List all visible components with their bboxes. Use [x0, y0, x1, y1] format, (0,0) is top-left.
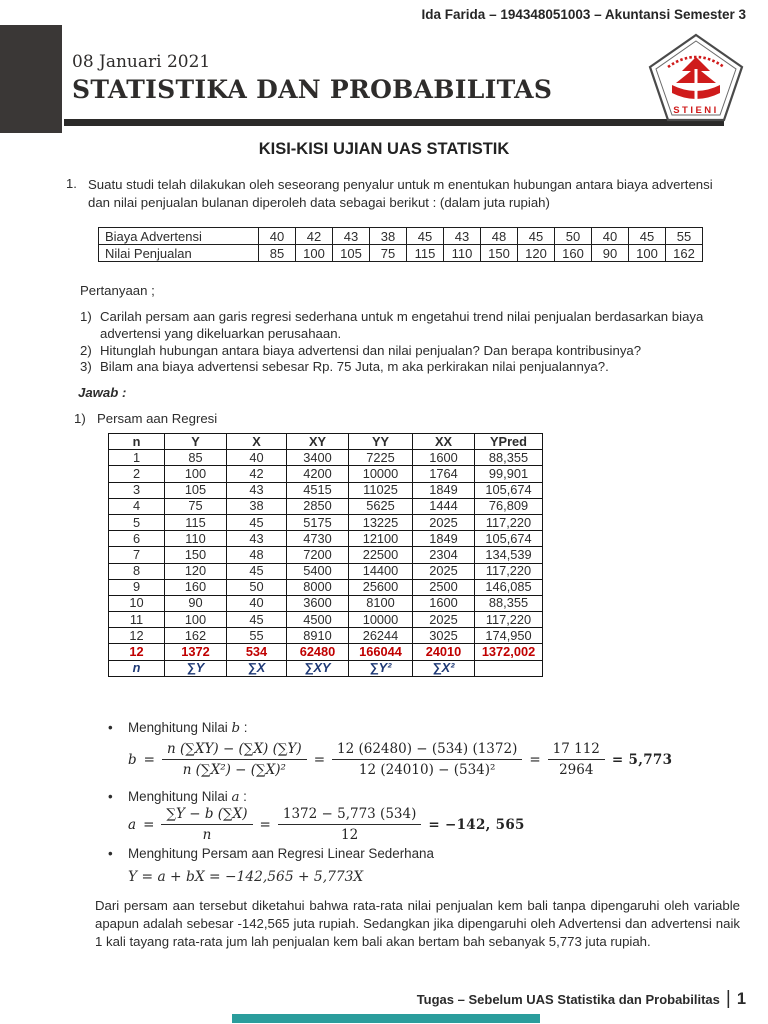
- problem-number: 1.: [66, 176, 77, 191]
- document-date: 08 Januari 2021: [72, 52, 211, 72]
- table-cell: 1372: [165, 644, 227, 660]
- table-cell: 105: [333, 245, 370, 262]
- table-cell: 90: [592, 245, 629, 262]
- table-cell: 90: [165, 595, 227, 611]
- table-cell: 8910: [287, 628, 349, 644]
- question-number: 1): [80, 309, 92, 324]
- table-cell: 162: [666, 245, 703, 262]
- table-cell: 43: [227, 482, 287, 498]
- table-cell: 1444: [413, 498, 475, 514]
- table-row: [109, 644, 543, 660]
- advertensi-data-table: [98, 227, 703, 262]
- table-cell: 8: [109, 563, 165, 579]
- table-cell: 99,901: [475, 466, 543, 482]
- table-cell: 2025: [413, 514, 475, 530]
- table-cell: 534: [227, 644, 287, 660]
- bullet-persamaan-regresi: [108, 846, 434, 861]
- table-cell: 55: [666, 228, 703, 245]
- table-cell: 22500: [349, 547, 413, 563]
- table-cell: 3400: [287, 450, 349, 466]
- table-cell: 160: [165, 579, 227, 595]
- table-cell: 43: [333, 228, 370, 245]
- row-label: Biaya Advertensi: [99, 228, 259, 245]
- table-cell: X: [227, 434, 287, 450]
- table-row: [99, 245, 703, 262]
- table-cell: 50: [227, 579, 287, 595]
- problem-text: Suatu studi telah dilakukan oleh seseorang penyalur untuk m enentukan hubungan antara biaya advertensi dan nilai penjualan bulanan diperoleh data sebagai berikut : (dalam juta rupiah): [88, 177, 713, 210]
- table-cell: 10000: [349, 466, 413, 482]
- answer-item-title: Persam aan Regresi: [97, 411, 218, 426]
- table-cell: 38: [227, 498, 287, 514]
- table-cell: 1849: [413, 531, 475, 547]
- table-cell: 100: [165, 612, 227, 628]
- table-cell: 5625: [349, 498, 413, 514]
- table-cell: 45: [407, 228, 444, 245]
- table-cell: 43: [444, 228, 481, 245]
- table-cell: 5175: [287, 514, 349, 530]
- table-cell: 8000: [287, 579, 349, 595]
- table-cell: 4200: [287, 466, 349, 482]
- table-cell: 6: [109, 531, 165, 547]
- question-item: [80, 359, 740, 376]
- table-cell: 105: [165, 482, 227, 498]
- table-cell: 5400: [287, 563, 349, 579]
- table-cell: 25600: [349, 579, 413, 595]
- table-cell: 5: [109, 514, 165, 530]
- table-cell: 160: [555, 245, 592, 262]
- table-cell: 2025: [413, 563, 475, 579]
- table-cell: XY: [287, 434, 349, 450]
- table-cell: 2304: [413, 547, 475, 563]
- question-number: 2): [80, 342, 92, 358]
- table-cell: YPred: [475, 434, 543, 450]
- table-cell: 2850: [287, 498, 349, 514]
- table-cell: 12100: [349, 531, 413, 547]
- regression-equation: Y = a + bX = −142,565 + 5,773X: [128, 869, 364, 885]
- document-title: STATISTIKA DAN PROBABILITAS: [72, 75, 553, 104]
- table-cell: 45: [518, 228, 555, 245]
- stieni-logo: [644, 33, 748, 123]
- question-list: [80, 309, 740, 376]
- table-cell: 26244: [349, 628, 413, 644]
- table-cell: 120: [165, 563, 227, 579]
- table-row: [109, 628, 543, 644]
- table-cell: 120: [518, 245, 555, 262]
- header-left-accent-block: [0, 25, 62, 133]
- table-cell: 115: [165, 514, 227, 530]
- table-cell: n: [109, 434, 165, 450]
- table-row: [99, 228, 703, 245]
- table-cell: 43: [227, 531, 287, 547]
- table-cell: 3025: [413, 628, 475, 644]
- table-cell: 117,220: [475, 514, 543, 530]
- table-row: [109, 547, 543, 563]
- table-cell: 150: [481, 245, 518, 262]
- table-cell: 12: [109, 644, 165, 660]
- table-cell: 1764: [413, 466, 475, 482]
- table-cell: ∑X²: [413, 660, 475, 676]
- table-cell: 2500: [413, 579, 475, 595]
- document-header: [72, 52, 552, 104]
- table-cell: 146,085: [475, 579, 543, 595]
- closing-paragraph: Dari persam aan tersebut diketahui bahwa rata-rata nilai penjualan kem bali tanpa dipengaruhi oleh variable apapun adalah sebesar -142,565 juta rupiah. Sedangkan jika dipengaruhi oleh Advertensi dan advertensi naik 1 kali tayang rata-rata jum lah penjualan kem bali akan bertam bah sebanyak 5,773 juta rupiah.: [95, 898, 740, 949]
- bullet-menghitung-b: [108, 720, 248, 736]
- answer-heading: Jawab :: [78, 385, 127, 400]
- bullet-b-label: Menghitung Nilai b :: [128, 720, 248, 736]
- table-cell: 4730: [287, 531, 349, 547]
- table-cell: 38: [370, 228, 407, 245]
- table-cell: 48: [481, 228, 518, 245]
- table-cell: 134,539: [475, 547, 543, 563]
- table-cell: 100: [629, 245, 666, 262]
- table-row: [109, 595, 543, 611]
- bullet-icon: •: [108, 846, 113, 861]
- table-cell: 162: [165, 628, 227, 644]
- footer-text: Tugas – Sebelum UAS Statistika dan Probabilitas: [416, 991, 720, 1007]
- table-cell: 1600: [413, 595, 475, 611]
- table-row: [109, 660, 543, 676]
- table-cell: Y: [165, 434, 227, 450]
- table-cell: 4500: [287, 612, 349, 628]
- table-row: [109, 498, 543, 514]
- problem-statement: [66, 176, 738, 211]
- table-row: [109, 466, 543, 482]
- table-row: [109, 482, 543, 498]
- answer-item-number: 1): [74, 411, 86, 426]
- bullet-icon: •: [108, 720, 113, 735]
- row-label: Nilai Penjualan: [99, 245, 259, 262]
- table-cell: 1372,002: [475, 644, 543, 660]
- table-cell: 105,674: [475, 482, 543, 498]
- table-cell: 75: [370, 245, 407, 262]
- table-cell: 40: [227, 450, 287, 466]
- question-item: [80, 343, 740, 360]
- table-row: [109, 579, 543, 595]
- header-divider-rule: [64, 119, 724, 126]
- table-cell: 115: [407, 245, 444, 262]
- question-number: 3): [80, 359, 92, 375]
- answer-item-label: [74, 411, 217, 426]
- page-number: 1: [736, 989, 746, 1008]
- table-cell: 45: [227, 514, 287, 530]
- table-cell: 10: [109, 595, 165, 611]
- table-cell: 7200: [287, 547, 349, 563]
- questions-heading: Pertanyaan ;: [80, 283, 155, 298]
- table-cell: 14400: [349, 563, 413, 579]
- viewer-scrollbar-thumb[interactable]: [232, 1014, 540, 1023]
- table-cell: 88,355: [475, 595, 543, 611]
- table-cell: 45: [629, 228, 666, 245]
- stieni-logo-icon: [644, 33, 748, 123]
- table-cell: 88,355: [475, 450, 543, 466]
- table-cell: 2: [109, 466, 165, 482]
- table-cell: YY: [349, 434, 413, 450]
- question-text: Bilam ana biaya advertensi sebesar Rp. 75 Juta, m aka perkirakan nilai penjualannya?.: [100, 359, 609, 375]
- table-cell: 100: [296, 245, 333, 262]
- table-cell: 24010: [413, 644, 475, 660]
- table-cell: 9: [109, 579, 165, 595]
- table-cell: 1: [109, 450, 165, 466]
- table-row: [109, 531, 543, 547]
- table-cell: 100: [165, 466, 227, 482]
- bullet-icon: •: [108, 789, 113, 804]
- table-cell: ∑Y²: [349, 660, 413, 676]
- table-cell: 40: [259, 228, 296, 245]
- formula-b: b = $\frac{n (\sum XY) - (\sum X) (\sum Y)}{\text{n (∑X²) − (∑X)²}}$ = $\frac{12 (62480) - (534) (1372)}{\text{12 (24010) − (534)²}}$ = $\frac{17 112}{2964}$ = 5,773: [128, 741, 673, 778]
- table-cell: ∑XY: [287, 660, 349, 676]
- table-cell: 150: [165, 547, 227, 563]
- table-cell: 13225: [349, 514, 413, 530]
- table-cell: 7: [109, 547, 165, 563]
- table-cell: 75: [165, 498, 227, 514]
- table-cell: 4515: [287, 482, 349, 498]
- table-cell: 76,809: [475, 498, 543, 514]
- regression-table: [108, 433, 543, 677]
- table-cell: 40: [592, 228, 629, 245]
- bullet-menghitung-a: [108, 789, 247, 805]
- table-cell: 50: [555, 228, 592, 245]
- table-cell: 174,950: [475, 628, 543, 644]
- table-cell: 40: [227, 595, 287, 611]
- table-row: [109, 514, 543, 530]
- table-cell: 3: [109, 482, 165, 498]
- table-cell: 12: [109, 628, 165, 644]
- table-row: [109, 434, 543, 450]
- page-footer: [417, 988, 746, 1010]
- table-row: [109, 563, 543, 579]
- table-cell: 1600: [413, 450, 475, 466]
- table-cell: 42: [296, 228, 333, 245]
- question-item: [80, 309, 740, 343]
- table-cell: 11: [109, 612, 165, 628]
- logo-text: STIENI: [673, 105, 719, 116]
- table-cell: 117,220: [475, 563, 543, 579]
- table-cell: ∑X: [227, 660, 287, 676]
- table-cell: 2025: [413, 612, 475, 628]
- table-cell: [475, 660, 543, 676]
- bullet-a-label: Menghitung Nilai a :: [128, 789, 247, 805]
- table-cell: 62480: [287, 644, 349, 660]
- page-subtitle: KISI-KISI UJIAN UAS STATISTIK: [258, 140, 510, 158]
- table-cell: 4: [109, 498, 165, 514]
- table-cell: 110: [165, 531, 227, 547]
- question-text: Carilah persam aan garis regresi sederhana untuk m engetahui trend nilai penjualan berdasarkan biaya advertensi yang dikeluarkan perusahaan.: [100, 309, 704, 341]
- table-cell: 166044: [349, 644, 413, 660]
- table-cell: 85: [165, 450, 227, 466]
- student-header-line: Ida Farida – 194348051003 – Akuntansi Semester 3: [421, 7, 746, 22]
- table-cell: 7225: [349, 450, 413, 466]
- table-cell: 110: [444, 245, 481, 262]
- table-cell: 8100: [349, 595, 413, 611]
- table-cell: 1849: [413, 482, 475, 498]
- footer-separator: |: [725, 988, 731, 1009]
- table-cell: ∑Y: [165, 660, 227, 676]
- table-cell: 105,674: [475, 531, 543, 547]
- table-cell: 48: [227, 547, 287, 563]
- table-row: [109, 450, 543, 466]
- formula-a: a = $\frac{\sum Y - b (\sum X)}{n}$ = $\frac{1372 - 5,773 (534)}{12}$ = −142, 565: [128, 806, 525, 843]
- table-cell: 85: [259, 245, 296, 262]
- table-cell: 45: [227, 612, 287, 628]
- table-cell: 42: [227, 466, 287, 482]
- table-cell: 55: [227, 628, 287, 644]
- table-cell: 117,220: [475, 612, 543, 628]
- table-cell: n: [109, 660, 165, 676]
- table-cell: 3600: [287, 595, 349, 611]
- table-cell: 45: [227, 563, 287, 579]
- table-row: [109, 612, 543, 628]
- table-cell: 10000: [349, 612, 413, 628]
- table-cell: XX: [413, 434, 475, 450]
- question-text: Hitunglah hubungan antara biaya advertensi dan nilai penjualan? Dan berapa kontribusinya?: [100, 342, 642, 358]
- table-cell: 11025: [349, 482, 413, 498]
- bullet-regression-label: Menghitung Persam aan Regresi Linear Sederhana: [128, 846, 434, 861]
